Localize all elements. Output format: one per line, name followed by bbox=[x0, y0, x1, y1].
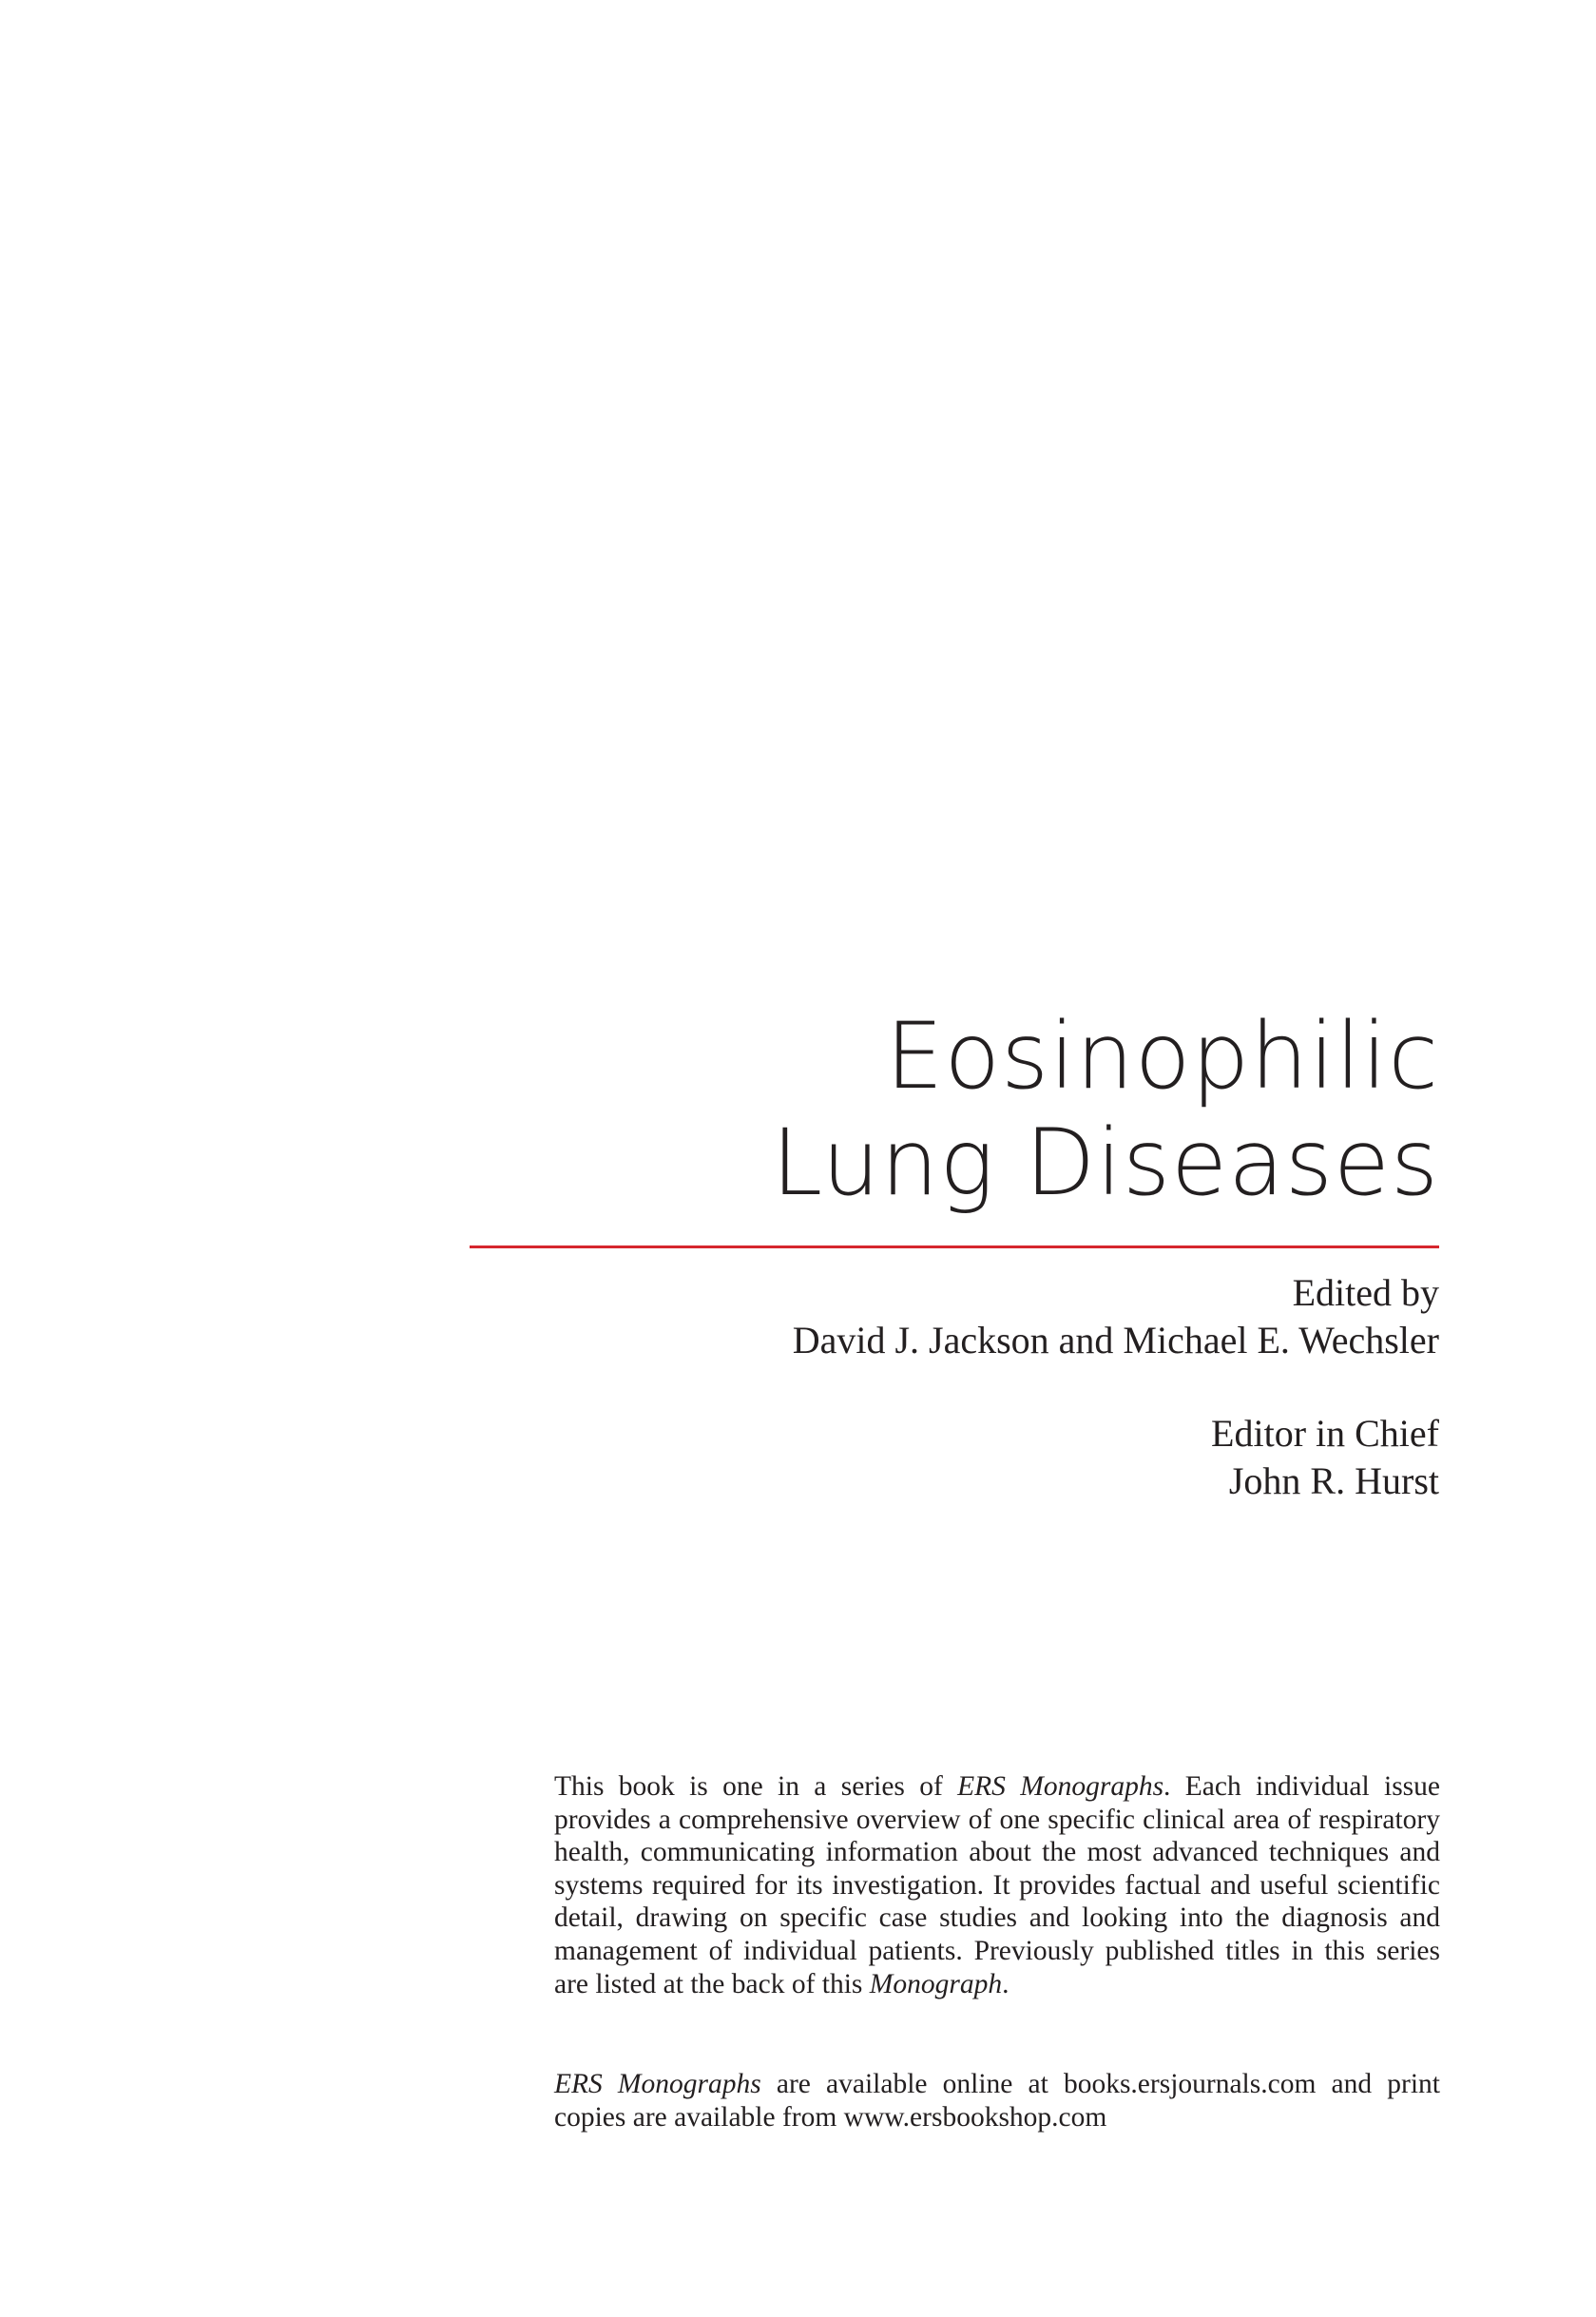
availability-text: are available online at books.ersjournals.com and print copies are available from www.ersbookshop.com bbox=[554, 2069, 1440, 2133]
editors-block bbox=[489, 1269, 1439, 1505]
blurb-monograph: Monograph bbox=[869, 1968, 1003, 1999]
blurb-text-3: . bbox=[1002, 1968, 1010, 1999]
blurb-series-name: ERS Monographs bbox=[957, 1771, 1164, 1802]
edited-by-label: Edited by bbox=[1292, 1271, 1439, 1314]
availability-series-name: ERS Monographs bbox=[554, 2069, 761, 2099]
title-divider bbox=[470, 1245, 1439, 1248]
title-line-1: Eosinophilic bbox=[885, 1003, 1439, 1110]
editor-in-chief-name: John R. Hurst bbox=[1228, 1459, 1439, 1502]
edited-by-names: David J. Jackson and Michael E. Wechsler bbox=[792, 1319, 1439, 1361]
blurb-text-1: This book is one in a series of bbox=[554, 1771, 958, 1802]
book-title bbox=[584, 1003, 1439, 1216]
spacer bbox=[489, 1364, 1439, 1410]
editor-in-chief-label: Editor in Chief bbox=[1211, 1412, 1439, 1455]
availability-note bbox=[554, 2068, 1440, 2134]
series-description bbox=[554, 1770, 1440, 2000]
blurb-text-2: . Each individual issue provides a comprehensive overview of one specific clinical area of respiratory health, communicating information about the most advanced techniques and systems required for its investigation. It provides factual and useful scientific detail, drawing on specific case studies and looking into the diagnosis and management of individual patients. Previously published titles in this series are listed at the back of this bbox=[554, 1771, 1440, 1999]
title-line-2: Lung Diseases bbox=[771, 1110, 1439, 1216]
